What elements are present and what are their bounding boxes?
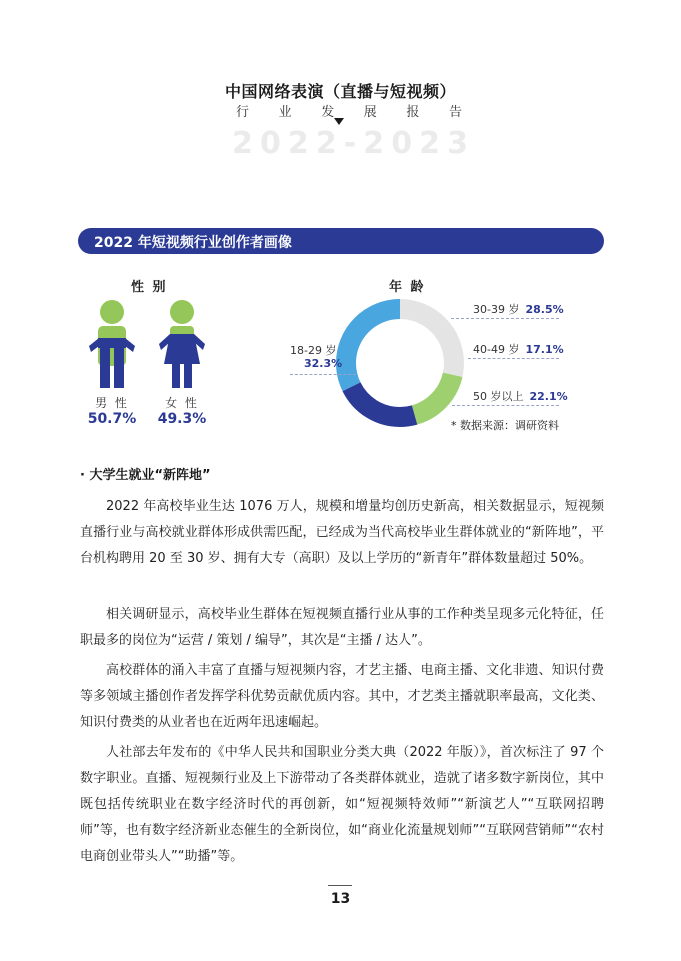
subtitle-char: 业	[278, 105, 292, 120]
report-title: 中国网络表演（直播与短视频）	[224, 82, 456, 101]
age-legend-18-29-pct	[304, 357, 342, 370]
report-subtitle	[236, 101, 462, 120]
article-heading: · 大学生就业“新阵地”	[80, 468, 211, 483]
year-char: -	[343, 126, 357, 161]
article-paragraph: 人社部去年发布的《中华人民共和国职业分类大典（2022 年版）》，首次标注了 97 个数字职业。直播、短视频行业及上下游带动了各类群体就业，造就了诸多数字新岗位，其中既包括传统职业在数字经济时代的再创新，如“短视频特效师”“新演艺人”“互联网招聘师”等，也有数字经济新业态催生的全新岗位，如“商业化流量规划师”“互联网营销师”“农村电商创业带头人”“助播”等。	[80, 745, 604, 864]
section-banner	[78, 228, 604, 254]
leader-line	[290, 374, 356, 375]
age-percent: 22.1%	[529, 390, 568, 403]
age-percent: 32.3%	[304, 357, 343, 370]
subtitle-char: 报	[406, 105, 420, 120]
female-person-icon	[156, 298, 208, 390]
gender-heading: 性 别	[131, 280, 168, 295]
down-triangle-icon	[334, 118, 344, 125]
age-legend-50-plus	[473, 388, 568, 404]
section-banner-title: 2022 年短视频行业创作者画像	[94, 235, 292, 251]
year-char: 0	[391, 126, 413, 161]
leader-line	[468, 358, 559, 359]
year-char: 0	[259, 126, 281, 161]
age-label: 50 岁以上	[473, 390, 524, 403]
leader-line	[451, 318, 559, 319]
age-label: 40-49 岁	[473, 343, 520, 356]
article-paragraph: 相关调研显示，高校毕业生群体在短视频直播行业从事的工作种类呈现多元化特征，任职最多的岗位为“运营 / 策划 / 编导”，其次是“主播 / 达人”。	[80, 607, 604, 648]
year-char: 2	[287, 126, 309, 161]
age-legend-30-39	[473, 301, 564, 317]
year-char: 3	[447, 126, 468, 161]
age-percent: 28.5%	[525, 303, 564, 316]
male-percent: 50.7%	[87, 411, 137, 427]
age-label: 18-29 岁	[290, 344, 337, 357]
report-years	[232, 126, 468, 161]
subtitle-char: 发	[321, 105, 335, 120]
data-source-note: * 数据来源：调研资料	[451, 419, 559, 432]
age-heading: 年 龄	[389, 280, 426, 295]
subtitle-char: 行	[236, 105, 250, 120]
female-label: 女 性	[165, 396, 199, 410]
article-paragraph: 高校群体的涌入丰富了直播与短视频内容，才艺主播、电商主播、文化非遗、知识付费等多领域主播创作者发挥学科优势贡献优质内容。其中，才艺类主播就职率最高，文化类、知识付费类的从业者也在近两年迅速崛起。	[80, 663, 604, 730]
age-donut-chart	[335, 298, 465, 428]
year-char: 2	[419, 126, 441, 161]
subtitle-char: 展	[363, 105, 377, 120]
male-label: 男 性	[95, 396, 129, 410]
year-char: 2	[232, 126, 253, 161]
subtitle-char: 告	[448, 105, 462, 120]
page-number: 13	[330, 891, 351, 907]
year-char: 2	[315, 126, 337, 161]
year-char: 2	[363, 126, 385, 161]
article-paragraph: 2022 年高校毕业生达 1076 万人，规模和增量均创历史新高，相关数据显示，短视频直播行业与高校就业群体形成供需匹配，已经成为当代高校毕业生群体就业的“新阵地”，平台机构聘用 20 至 30 岁、拥有大专（高职）及以上学历的“新青年”群体数量超过 50%。	[80, 499, 604, 566]
age-label: 30-39 岁	[473, 303, 520, 316]
female-percent: 49.3%	[157, 411, 207, 427]
age-percent: 17.1%	[525, 343, 564, 356]
male-person-icon	[86, 298, 138, 390]
age-legend-18-29	[290, 342, 336, 358]
age-legend-40-49	[473, 341, 564, 357]
leader-line	[452, 405, 559, 406]
page-number-rule	[328, 885, 352, 886]
